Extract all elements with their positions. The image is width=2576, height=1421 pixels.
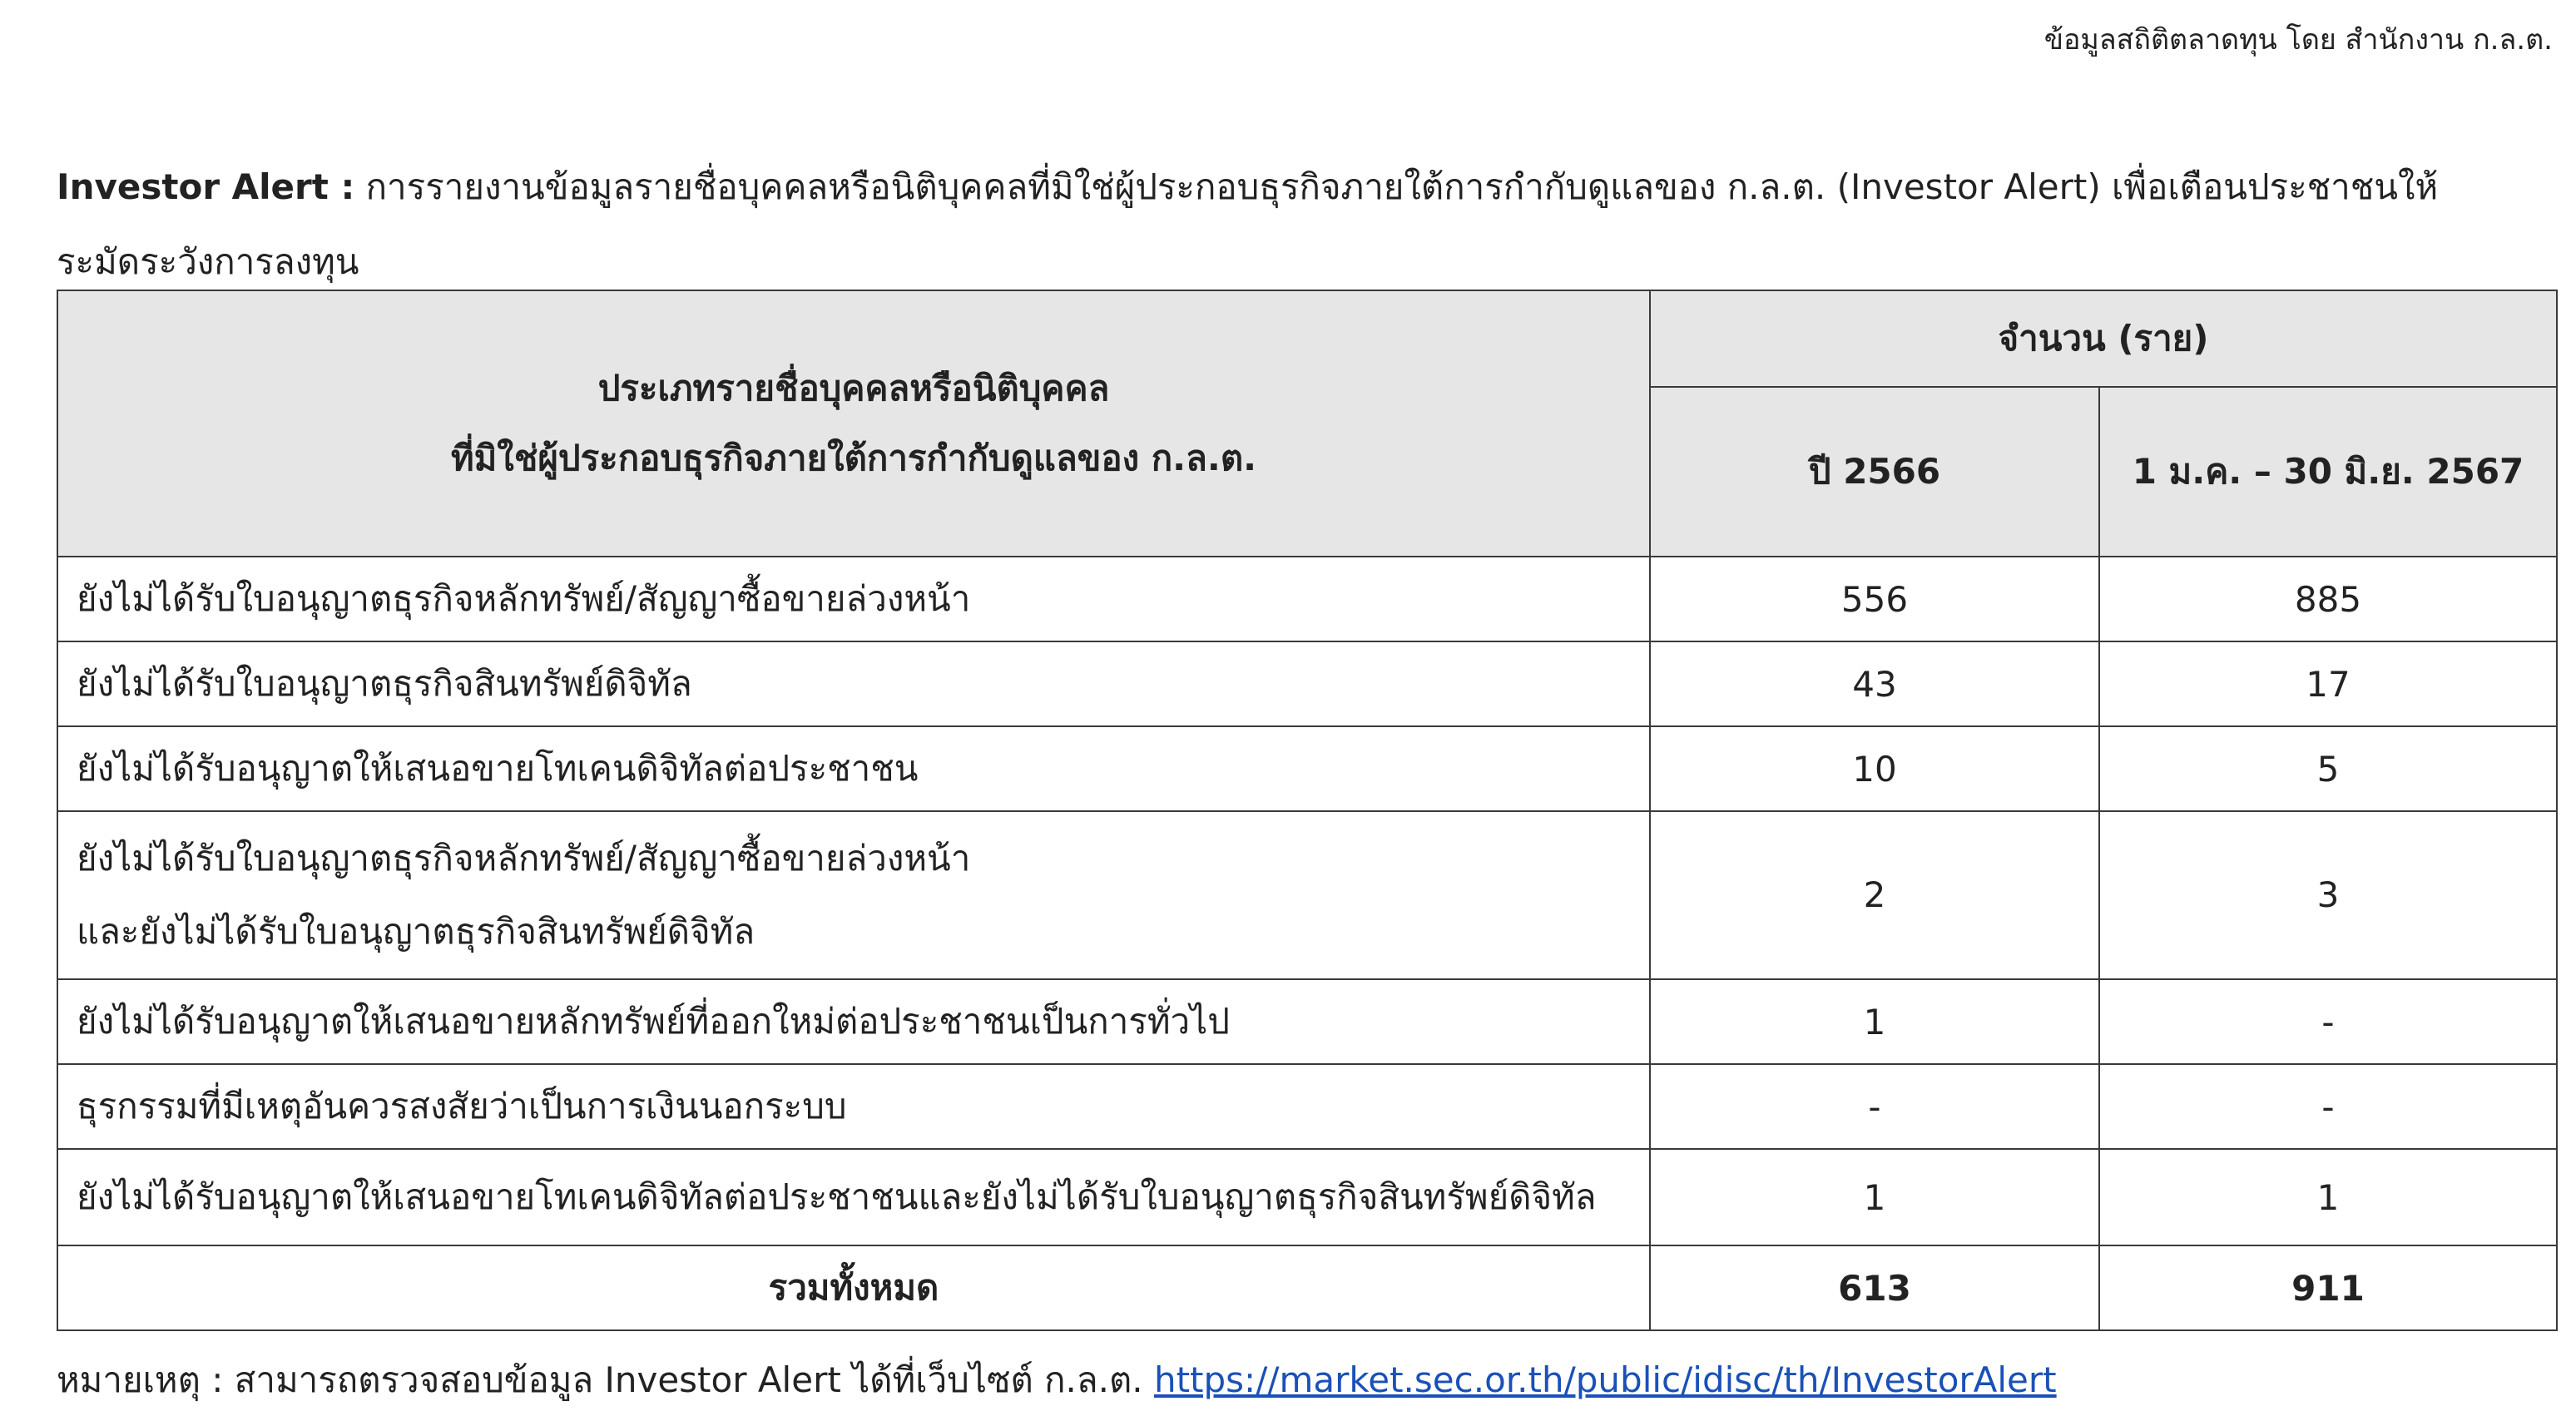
table-row <box>57 641 2557 726</box>
row-label-line1: ยังไม่ได้รับใบอนุญาตธุรกิจหลักทรัพย์/สัญญาซื้อขายล่วงหน้า <box>77 838 971 879</box>
row-label: ยังไม่ได้รับใบอนุญาตธุรกิจสินทรัพย์ดิจิทัล <box>57 641 1650 726</box>
row-value-2566: 10 <box>1650 726 2099 811</box>
intro-lead: Investor Alert : <box>57 166 355 207</box>
row-value-2567: - <box>2099 1064 2557 1149</box>
row-value-2566: 1 <box>1650 979 2099 1064</box>
table-row <box>57 557 2557 641</box>
intro-text: การรายงานข้อมูลรายชื่อบุคคลหรือนิติบุคคลที่มิใช่ผู้ประกอบธุรกิจภายใต้การกำกับดูแลของ ก.ล.ต. (Investor Alert) เพื่อเตือนประชาชนให้ระมัดระวังการลงทุน <box>57 166 2439 282</box>
table-row <box>57 811 2557 979</box>
table-row <box>57 1149 2557 1245</box>
investor-alert-link[interactable]: https://market.sec.or.th/public/idisc/th/InvestorAlert <box>1153 1359 2057 1400</box>
source-caption: ข้อมูลสถิติตลาดทุน โดย สำนักงาน ก.ล.ต. <box>2043 23 2553 57</box>
row-value-2566: 556 <box>1650 557 2099 641</box>
footnote-text: หมายเหตุ : สามารถตรวจสอบข้อมูล Investor Alert ได้ที่เว็บไซต์ ก.ล.ต. <box>57 1359 1154 1400</box>
table-row <box>57 979 2557 1064</box>
total-value-2567: 911 <box>2099 1245 2557 1330</box>
table-row <box>57 726 2557 811</box>
row-label: ยังไม่ได้รับอนุญาตให้เสนอขายโทเคนดิจิทัลต่อประชาชนและยังไม่ได้รับใบอนุญาตธุรกิจสินทรัพย์ดิจิทัล <box>57 1149 1650 1245</box>
row-value-2566: 1 <box>1650 1149 2099 1245</box>
header-count-group: จำนวน (ราย) <box>1650 290 2557 387</box>
row-value-2567: 885 <box>2099 557 2557 641</box>
header-type-line2: ที่มิใช่ผู้ประกอบธุรกิจภายใต้การกำกับดูแลของ ก.ล.ต. <box>450 438 1257 478</box>
total-row <box>57 1245 2557 1330</box>
total-value-2566: 613 <box>1650 1245 2099 1330</box>
footnote <box>57 1353 2057 1408</box>
header-col-2567: 1 ม.ค. – 30 มิ.ย. 2567 <box>2099 387 2557 557</box>
row-value-2567: - <box>2099 979 2557 1064</box>
header-col-2566: ปี 2566 <box>1650 387 2099 557</box>
header-type-line1: ประเภทรายชื่อบุคคลหรือนิติบุคคล <box>597 368 1110 408</box>
row-value-2567: 17 <box>2099 641 2557 726</box>
row-value-2566: 43 <box>1650 641 2099 726</box>
intro-paragraph <box>57 150 2519 300</box>
row-value-2567: 5 <box>2099 726 2557 811</box>
header-type <box>57 290 1650 557</box>
table-row <box>57 1064 2557 1149</box>
row-value-2567: 3 <box>2099 811 2557 979</box>
investor-alert-table <box>57 290 2558 1331</box>
row-value-2566: 2 <box>1650 811 2099 979</box>
row-label: ยังไม่ได้รับอนุญาตให้เสนอขายหลักทรัพย์ที่ออกใหม่ต่อประชาชนเป็นการทั่วไป <box>57 979 1650 1064</box>
row-label: ธุรกรรมที่มีเหตุอันควรสงสัยว่าเป็นการเงินนอกระบบ <box>57 1064 1650 1149</box>
row-label-line2: และยังไม่ได้รับใบอนุญาตธุรกิจสินทรัพย์ดิจิทัล <box>77 911 755 952</box>
row-value-2567: 1 <box>2099 1149 2557 1245</box>
row-label <box>57 811 1650 979</box>
row-label: ยังไม่ได้รับอนุญาตให้เสนอขายโทเคนดิจิทัลต่อประชาชน <box>57 726 1650 811</box>
row-label: ยังไม่ได้รับใบอนุญาตธุรกิจหลักทรัพย์/สัญญาซื้อขายล่วงหน้า <box>57 557 1650 641</box>
total-label: รวมทั้งหมด <box>57 1245 1650 1330</box>
row-value-2566: - <box>1650 1064 2099 1149</box>
